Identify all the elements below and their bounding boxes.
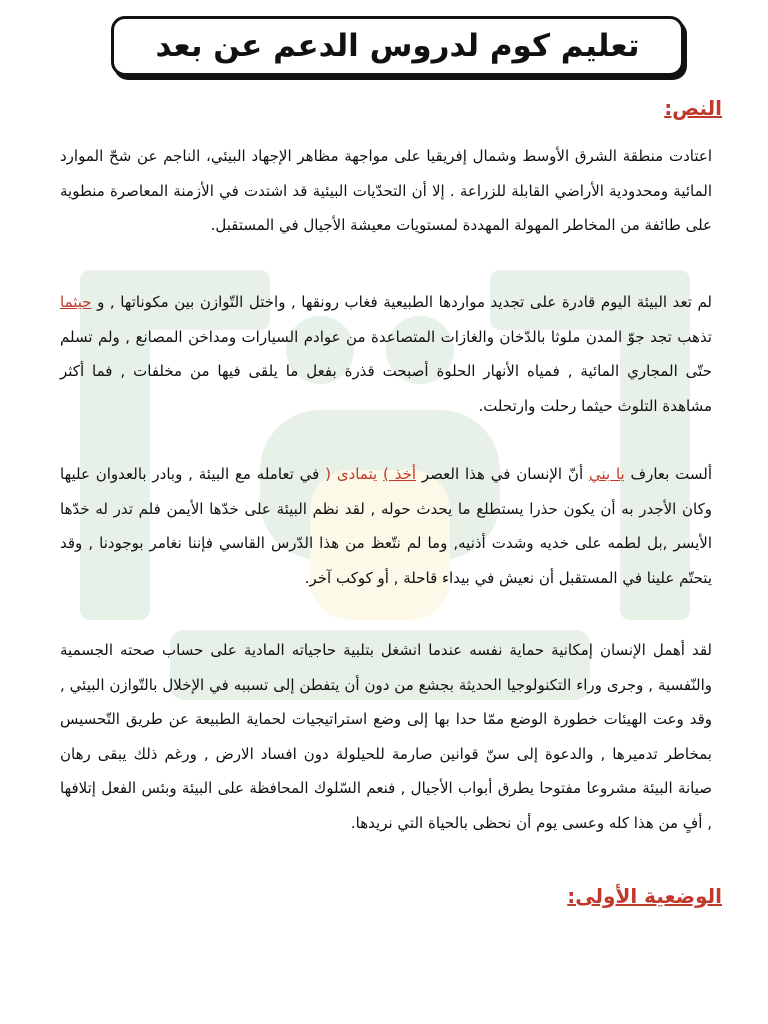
paragraph-1: اعتادت منطقة الشرق الأوسط وشمال إفريقيا على مواجهة مظاهر الإجهاد البيئي، الناجم عن شحّ الموارد المائية ومحدودية الأراضي القابلة للزراعة . إلا أن التحدّيات البيئية قد اشتدت في الأزمنة المعاصرة منطوية على طائفة من المخاطر المهولة المهددة لمستويات معيشة الأجيال في المستقبل. <box>60 147 712 234</box>
paragraph-2-part-2: تذهب تجد جوّ المدن ملوثا بالدّخان والغازات المتصاعدة من عوادم السيارات ومداخن المصانع , ولم تسلم حتّى المجاري المائية , فمياه الأنهار الحلوة أصبحت قذرة بفعل ما يلقى فيها من مخلفات , فما أكثر مشاهدة التلوث حيثما رحلت وارتحلت. <box>60 327 712 415</box>
paragraph-3-part-b: أنّ الإنسان في هذا العصر <box>416 465 589 483</box>
highlight-paren: ( <box>325 465 332 483</box>
highlight-haythuma: حيثما <box>60 293 92 311</box>
paragraph-2 <box>60 285 712 423</box>
paragraph-3 <box>60 457 712 595</box>
situation-heading: الوضعية الأولى: <box>567 884 722 908</box>
page-title: تعليم كوم لدروس الدعم عن بعد <box>155 28 640 64</box>
title-box <box>111 16 684 76</box>
paragraph-4: لقد أهمل الإنسان إمكانية حماية نفسه عندما انشغل بتلبية حاجياته المادية على حساب صحته الجسمية والنّفسية , وجرى وراء التكنولوجيا الحديثة بجشع من دون أن يتفطن إلى تسببه في الإخلال بالتّوازن البيئي , وقد وعت الهيئات خطورة الوضع ممّا حدا بها إلى وضع استراتيجيات لحماية الطبيعة عن طريق التّحسيس بمخاطر تدميرها , والدعوة إلى سنّ قوانين صارمة للحيلولة دون افساد الارض , ورغم ذلك يبقى رهان صيانة البيئة مشروعا مفتوحا يطرق أبواب الأجيال , فنعم السّلوك المحافظة على البيئة وبئس الفعل إتلافها , أفٍ من هذا كله وعسى يوم أن نحظى بالحياة التي نريدها. <box>60 641 712 832</box>
highlight-ya-bunay: يا بني <box>588 465 625 483</box>
paragraph-3-part-d: في تعامله مع البيئة , وبادر بالعدوان عليها وكان الأجدر به أن يكون حذرا يستطلع ما يحدث حوله , لقد نظم البيئة على خدّها الأيمن فلم تدر له خدّها الأيسر ,بل لطمه على خديه وشدت أذنيه, وما لم نتّعظ من هذا الدّرس القاسي فإننا نغامر بوجودنا , وقد يتحتّم علينا في المستقبل أن نعيش في بيداء قاحلة , أو كوكب آخر. <box>60 465 712 587</box>
highlight-yatamada: يتمادى <box>331 465 384 483</box>
text-heading: النص: <box>664 96 722 120</box>
paragraph-2-part-1: لم تعد البيئة اليوم قادرة على تجديد مواردها الطبيعية فغاب رونقها , واختل التّوازن بين مكوناتها , و <box>91 293 712 311</box>
paragraph-3-part-a: ألست بعارف <box>624 465 712 483</box>
highlight-akhadh: أخذ ) <box>383 465 417 483</box>
